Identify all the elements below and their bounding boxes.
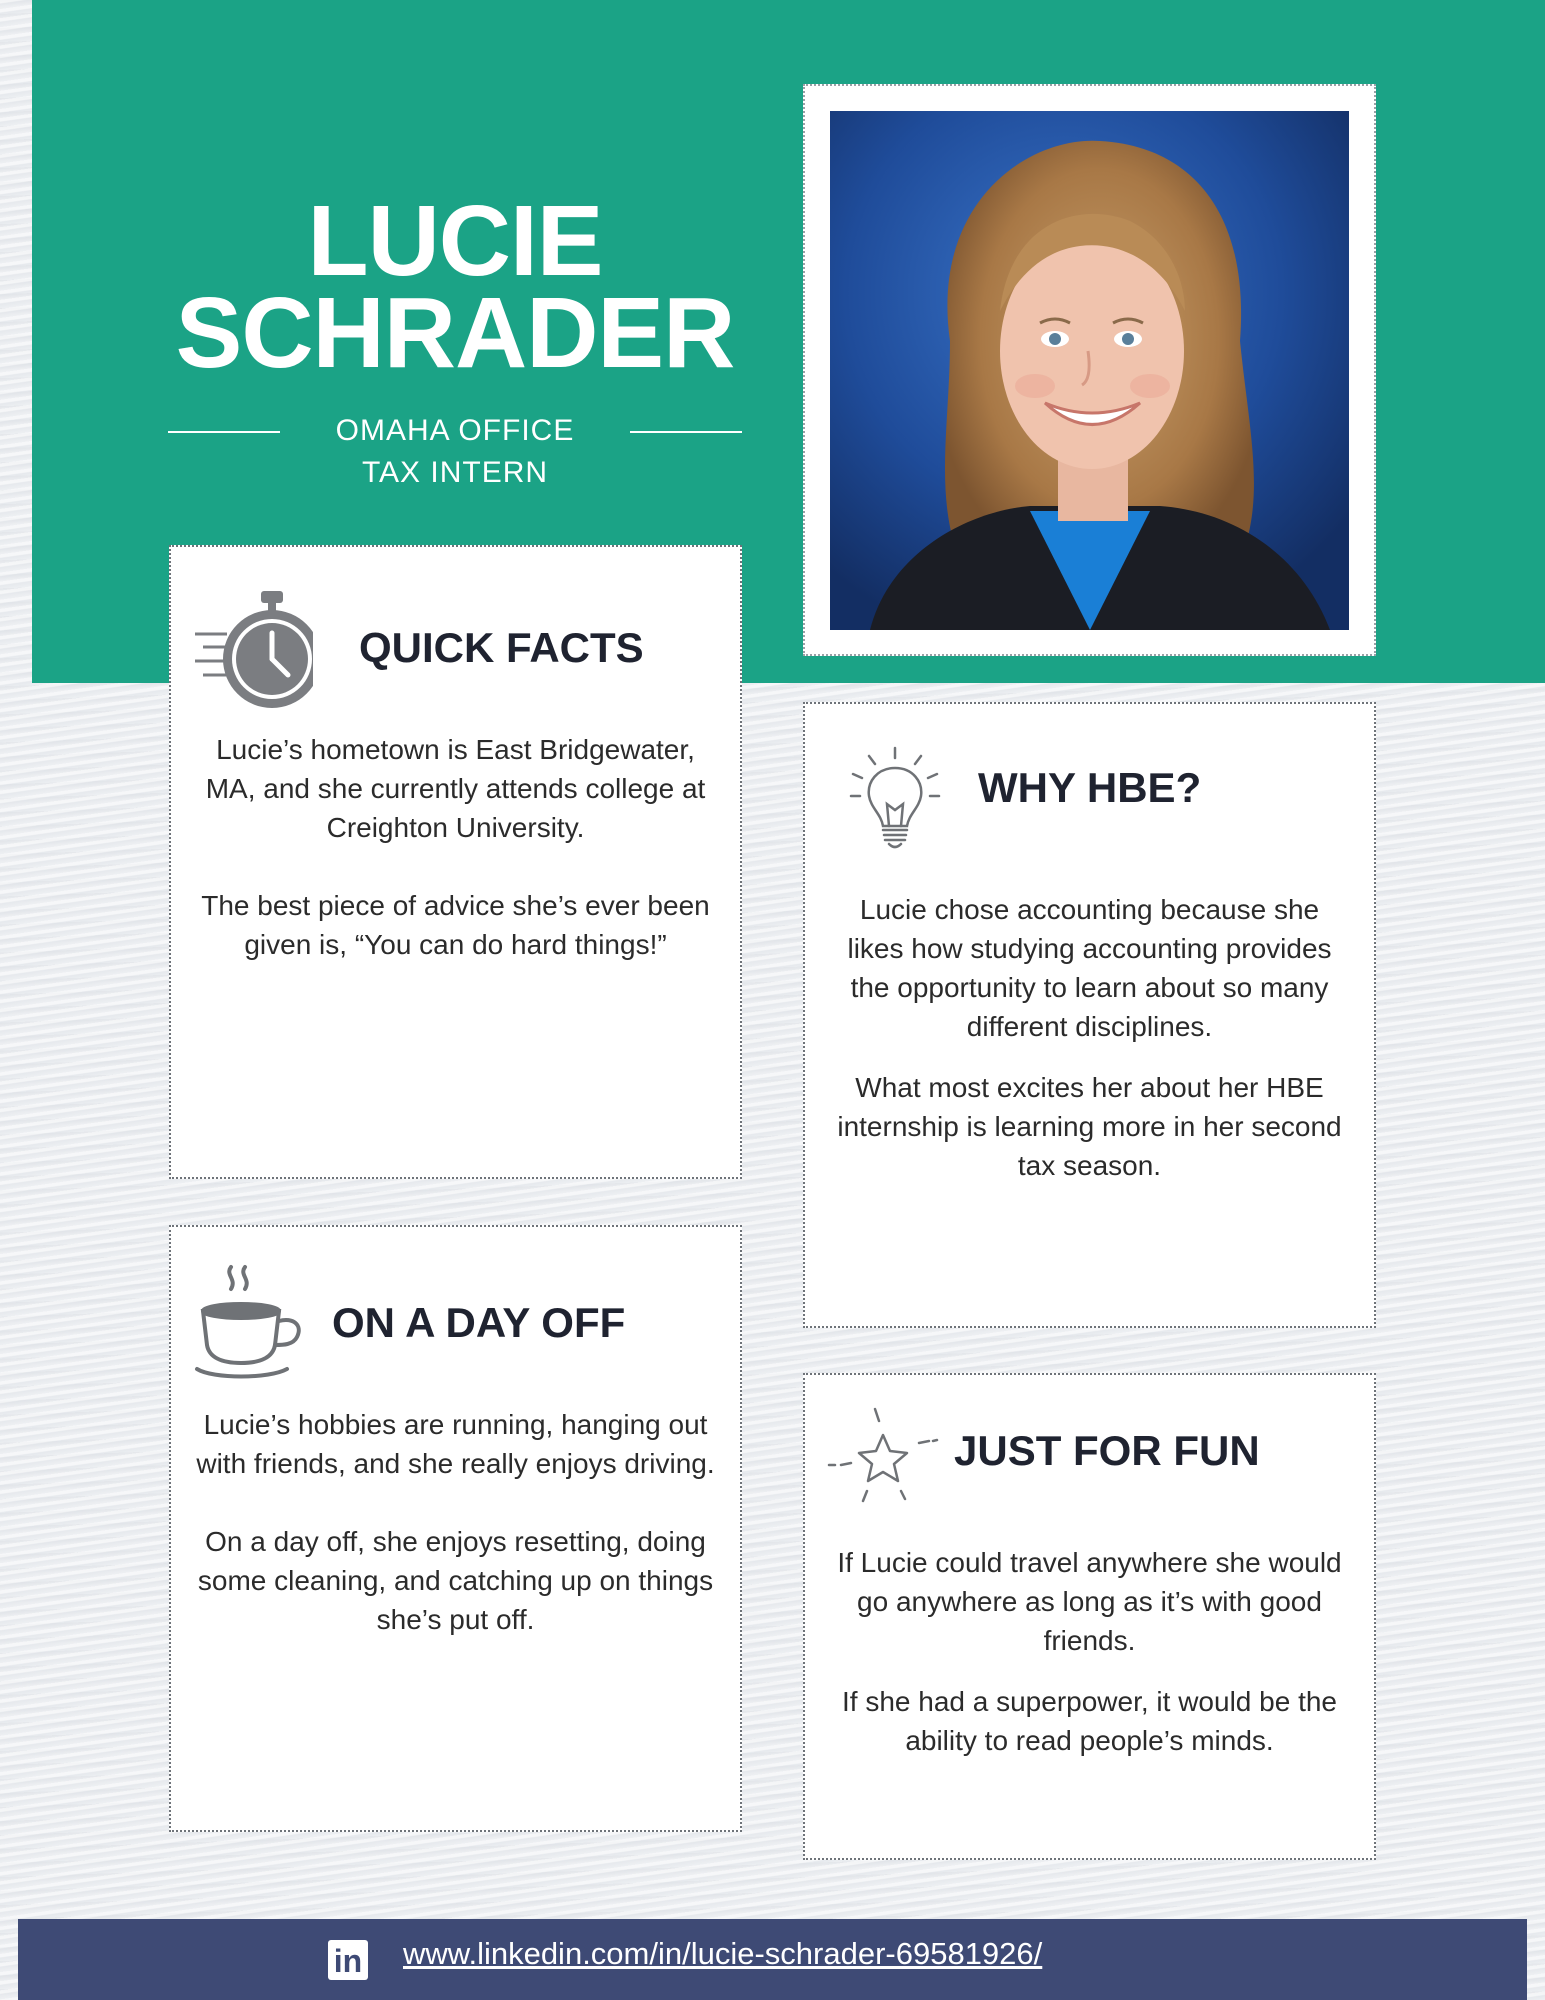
day-off-paragraph-1: Lucie’s hobbies are running, hanging out with friends, and she really enjoys driving. [196,1409,715,1479]
office-label: OMAHA OFFICE [335,414,575,447]
coffee-cup-icon [193,1263,311,1383]
why-hbe-card [803,702,1376,1328]
divider-right [630,431,742,433]
linkedin-link[interactable]: www.linkedin.com/in/lucie-schrader-69581926/ [403,1936,1043,1971]
portrait-frame [803,84,1376,656]
day-off-card [169,1225,742,1832]
day-off-paragraph-2: On a day off, she enjoys resetting, doing some cleaning, and catching up on things she’s put off. [197,1526,714,1635]
role-label: TAX INTERN [361,456,549,489]
intern-name [170,185,740,389]
just-for-fun-title: JUST FOR FUN [954,1427,1260,1474]
linkedin-icon[interactable]: in [328,1940,368,1980]
just-for-fun-paragraph-1: If Lucie could travel anywhere she would go anywhere as long as it’s with good friends. [837,1547,1342,1656]
first-name: LUCIE [307,185,603,297]
star-icon [827,1405,939,1509]
day-off-title: ON A DAY OFF [332,1299,626,1346]
subtitle [280,410,630,494]
quick-facts-body [195,730,716,964]
subtitle-block [168,410,742,500]
just-for-fun-card [803,1373,1376,1860]
divider-left [168,431,280,433]
just-for-fun-body [829,1543,1350,1760]
quick-facts-title: QUICK FACTS [359,624,644,671]
why-hbe-paragraph-1: Lucie chose accounting because she likes how studying accounting provides the opportunity to learn about so many different disciplines. [847,894,1332,1042]
why-hbe-body [829,890,1350,1185]
quick-facts-paragraph-1: Lucie’s hometown is East Bridgewater, MA, and she currently attends college at Creighton University. [205,734,706,843]
stopwatch-icon [193,589,313,711]
portrait-photo [830,111,1349,630]
day-off-body [195,1405,716,1639]
quick-facts-card [169,545,742,1179]
quick-facts-paragraph-2: The best piece of advice she’s ever been given is, “You can do hard things!” [201,890,710,960]
why-hbe-paragraph-2: What most excites her about her HBE internship is learning more in her second tax season. [837,1072,1342,1181]
footer-bar [18,1919,1527,2000]
last-name: SCHRADER [175,277,735,389]
just-for-fun-paragraph-2: If she had a superpower, it would be the ability to read people’s minds. [842,1686,1337,1756]
why-hbe-title: WHY HBE? [978,764,1202,811]
lightbulb-icon [847,744,943,850]
